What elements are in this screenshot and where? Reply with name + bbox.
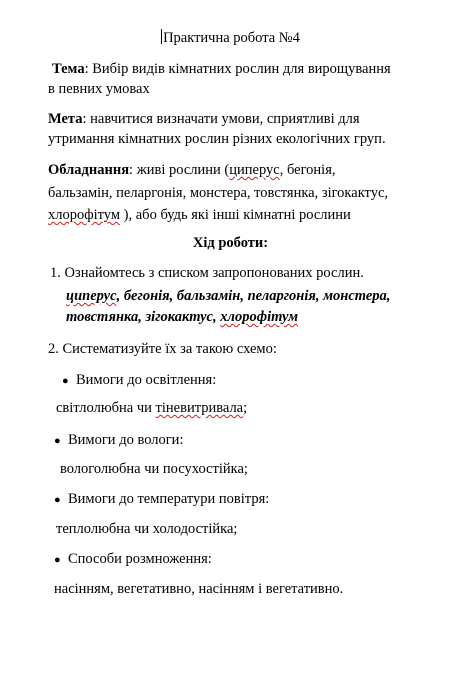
bullet-icon: ● — [54, 554, 61, 566]
criterion-propagation-heading: ● Способи розмноження: — [54, 551, 212, 567]
equipment-line-3: хлорофітум ), або будь які інші кімнатні рослини — [48, 207, 351, 223]
criterion-temperature-heading: ● Вимоги до температури повітря: — [54, 491, 270, 507]
topic-line-1 — [52, 60, 391, 78]
criterion-temperature-options: теплолюбна чи холодостійка; — [56, 521, 238, 537]
criterion-light-heading: ● Вимоги до освітлення: — [62, 372, 217, 388]
topic-text-1: : Вибір видів кімнатних рослин для вирощування — [84, 61, 391, 77]
topic-line-2 — [48, 80, 150, 98]
document-title: Практична робота №4 — [163, 30, 300, 46]
goal-text-2: утримання кімнатних рослин різних екологічних груп. — [48, 131, 386, 147]
step-1-line — [50, 264, 364, 282]
step-1-number: 1. — [50, 265, 61, 281]
spellcheck-word: хлорофітум — [220, 309, 299, 325]
criterion-moisture-heading: ● Вимоги до вологи: — [54, 432, 184, 448]
step-1-text: Ознайомтесь з списком запропонованих рослин. — [64, 265, 364, 281]
topic-text-2: в певних умовах — [48, 81, 150, 97]
spellcheck-word: циперус — [229, 162, 280, 178]
bullet-icon: ● — [62, 375, 69, 387]
spellcheck-word: хлорофітум — [48, 207, 121, 223]
procedure-heading: Хід роботи: — [192, 235, 269, 251]
goal-label: Мета — [48, 111, 83, 127]
goal-line-1 — [48, 110, 360, 128]
criterion-light-options: світлолюбна чи тіневитривала; — [56, 400, 248, 416]
step-1-plants-line-2: товстянка, зігокактус, хлорофітум — [66, 309, 299, 325]
step-1-plants-line-1: циперус, бегонія, бальзамін, пеларгонія, монстера, — [66, 288, 391, 304]
topic-label: Тема — [52, 61, 85, 77]
text-cursor — [161, 29, 162, 44]
step-2-line: 2. Систематизуйте їх за такою схемо: — [48, 341, 277, 357]
bullet-icon: ● — [54, 494, 61, 506]
equipment-label: Обладнання — [48, 162, 130, 178]
goal-line-2 — [48, 130, 386, 148]
bullet-icon: ● — [54, 435, 61, 447]
criterion-moisture-options: вологолюбна чи посухостійка; — [60, 461, 248, 477]
spellcheck-word: тіневитривала — [155, 400, 244, 416]
spellcheck-word: циперус — [66, 288, 117, 304]
criterion-propagation-options: насінням, вегетативно, насінням і вегетативно. — [54, 581, 344, 597]
goal-text-1: : навчитися визначати умови, сприятливі для — [82, 111, 360, 127]
equipment-line-2: бальзамін, пеларгонія, монстера, товстянка, зігокактус, — [48, 185, 388, 201]
equipment-line-1: Обладнання: живі рослини (циперус, бегонія, — [48, 162, 336, 178]
